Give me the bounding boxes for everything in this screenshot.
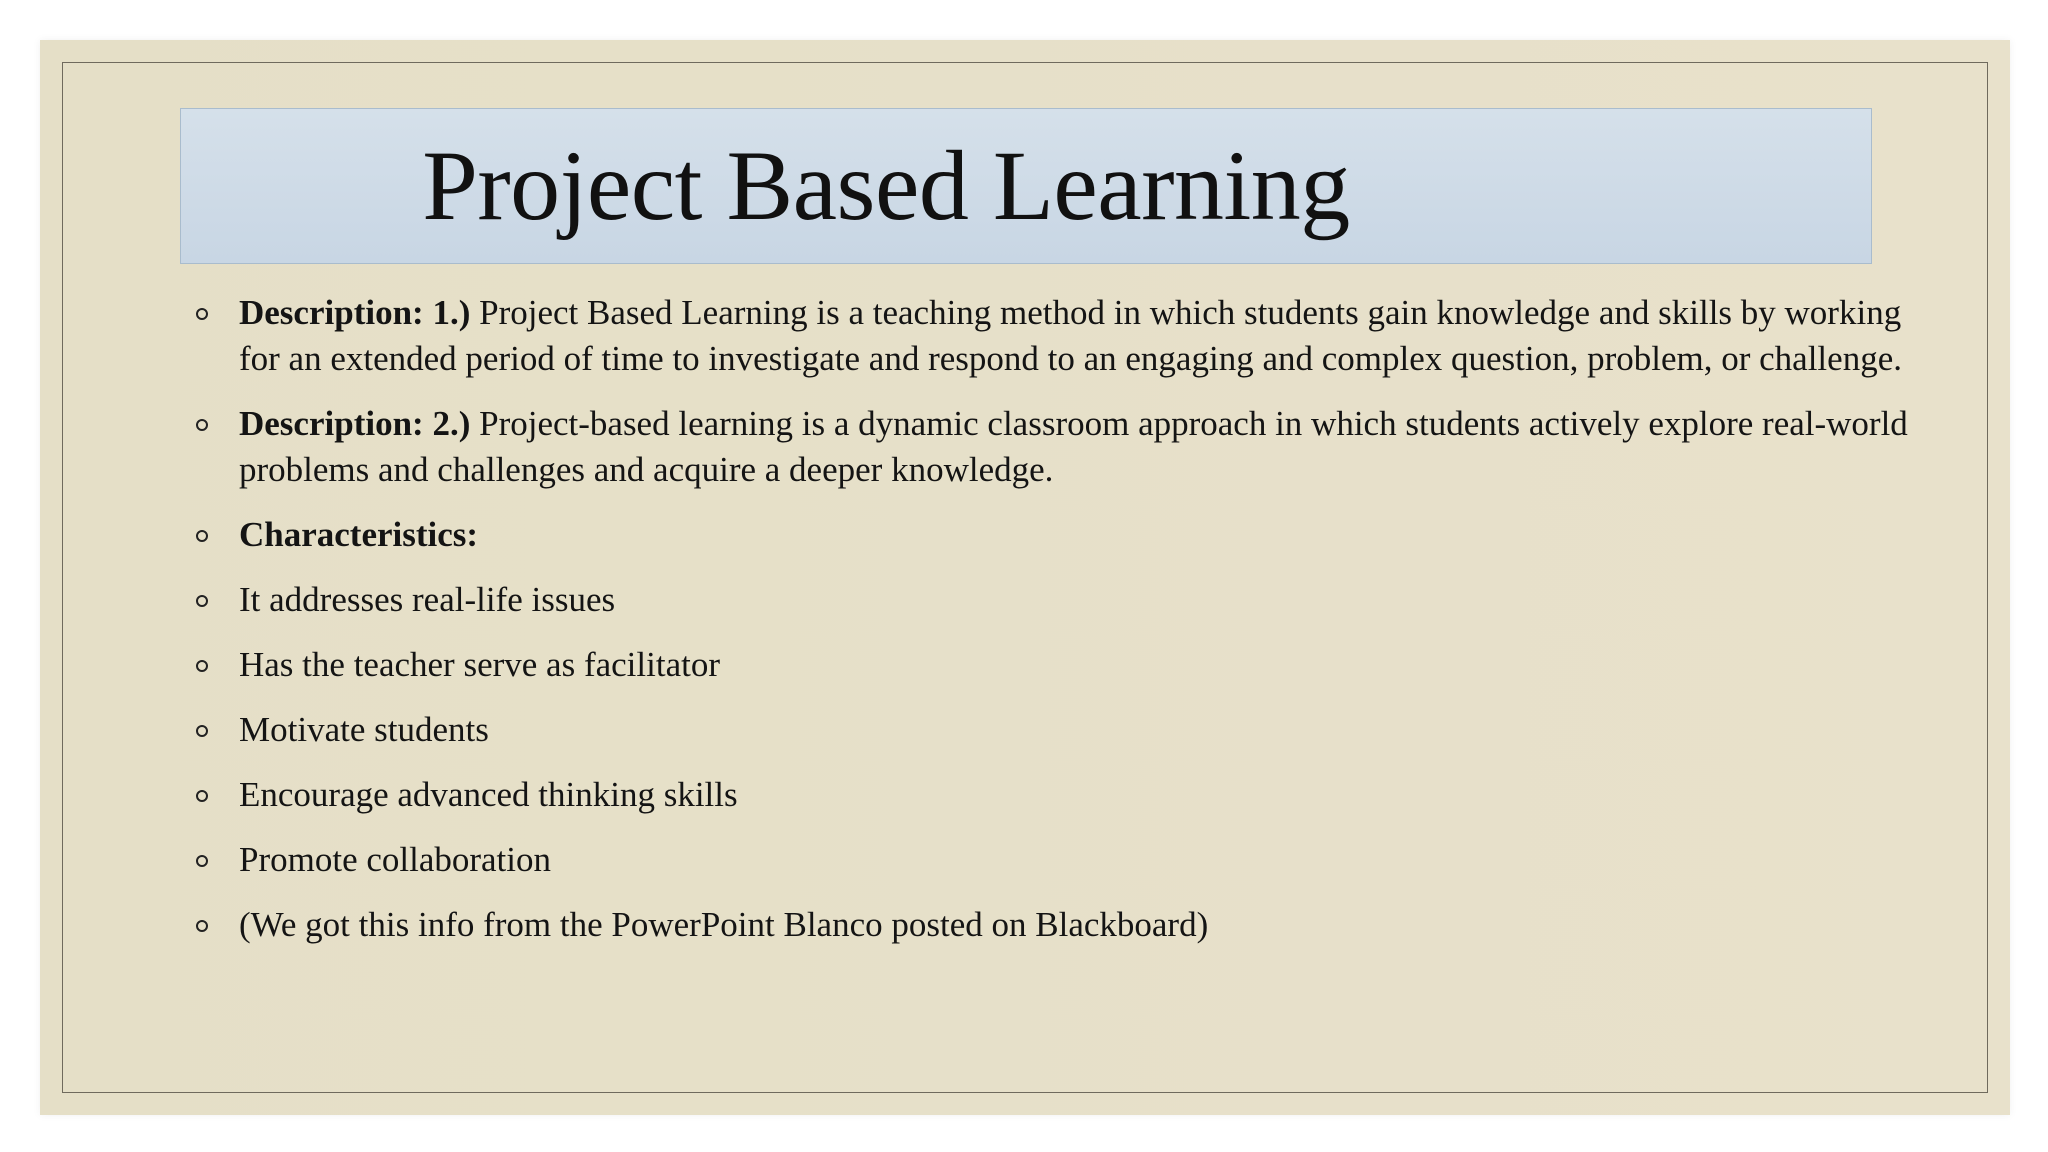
item-lead: Description: 2.)	[239, 404, 471, 443]
item-text: Has the teacher serve as facilitator	[239, 645, 720, 684]
bullet-icon	[196, 530, 208, 542]
list-item	[192, 577, 1912, 623]
bullet-icon	[196, 595, 208, 607]
list-item	[192, 290, 1912, 382]
list-item	[192, 401, 1912, 493]
bullet-icon	[196, 660, 208, 672]
item-lead: Description: 1.)	[239, 293, 471, 332]
list-item	[192, 837, 1912, 883]
bullet-icon	[196, 790, 208, 802]
bullet-icon	[196, 855, 208, 867]
item-text: (We got this info from the PowerPoint Blanco posted on Blackboard)	[239, 905, 1209, 944]
title-band	[180, 108, 1872, 264]
item-text: Project Based Learning is a teaching method in which students gain knowledge and skills by working for an extended period of time to investigate and respond to an engaging and complex question, problem, or challenge.	[239, 293, 1902, 378]
list-item	[192, 772, 1912, 818]
item-text: It addresses real-life issues	[239, 580, 616, 619]
bullet-icon	[196, 419, 208, 431]
item-text: Project-based learning is a dynamic classroom approach in which students actively explore real-world problems and challenges and acquire a deeper knowledge.	[239, 404, 1908, 489]
list-item	[192, 707, 1912, 753]
list-item	[192, 642, 1912, 688]
item-text: Encourage advanced thinking skills	[239, 775, 738, 814]
slide-title: Project Based Learning	[422, 130, 1350, 241]
item-text: Promote collaboration	[239, 840, 552, 879]
item-lead: Characteristics:	[239, 515, 479, 554]
bullet-icon	[196, 308, 208, 320]
bullet-icon	[196, 920, 208, 932]
bullet-list	[192, 290, 1912, 967]
list-item	[192, 512, 1912, 558]
list-item	[192, 902, 1912, 948]
item-text: Motivate students	[239, 710, 489, 749]
bullet-icon	[196, 725, 208, 737]
slide	[40, 40, 2010, 1115]
